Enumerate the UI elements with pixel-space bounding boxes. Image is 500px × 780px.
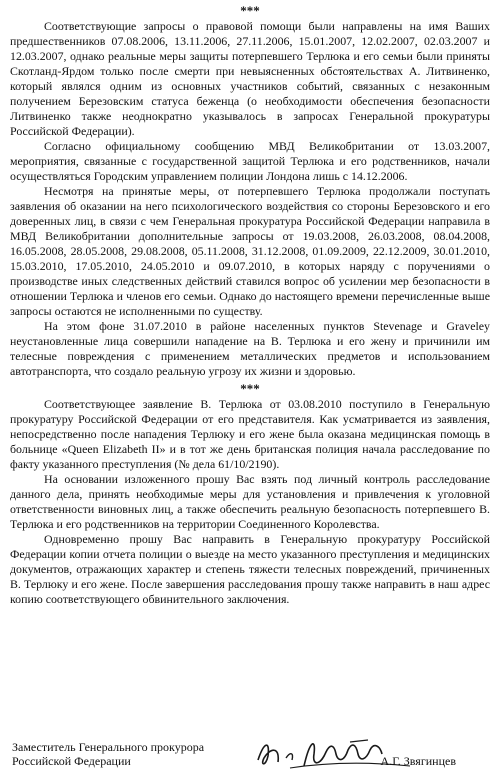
paragraph-legal-requests: Соответствующие запросы о правовой помощи были направлены на имя Ваших предшественников 07.08.2006, 13.11.2006, 27.11.2006, 15.01.2007, 12.02.2007, 02.03.2007 и 12.03.2007, однако реальные меры защиты потерпевшего Терлюка и его семьи были приняты Скотланд-Ярдом только после смерти при невыясненных обстоятельствах А. Литвиненко, который являлся одним из основных участников событий, связанных с незаконным получением Березовским статуса беженца (о необходимости обеспечения безопасности Литвиненко также неоднократно указывалось в запросах Генеральной прокуратуры Российской Федерации). xyxy=(10,19,490,138)
section-separator: *** xyxy=(240,381,260,396)
paragraph-mvd-message: Согласно официальному сообщению МВД Великобритании от 13.03.2007, мероприятия, связанные с государственной защитой Терлюка и его родственников, начали осуществляться Городским управлением полиции Лондона лишь с 14.12.2006. xyxy=(10,139,490,183)
paragraph-attack: На этом фоне 31.07.2010 в районе населенных пунктов Stevenage и Graveley неустановленные лица совершили нападение на В. Терлюка и его жену и причинили им телесные повреждения с применением металлических предметов и использованием автотранспорта, что создало реальную угрозу их жизни и здоровью. xyxy=(10,319,490,378)
paragraph-additional-requests: Несмотря на принятые меры, от потерпевшего Терлюка продолжали поступать заявления об оказании на него психологического воздействия со стороны Березовского и его доверенных лиц, в связи с чем Генеральная прокуратура Российской Федерации направила в МВД Великобритании дополнительные запросы от 19.03.2008, 26.03.2008, 08.04.2008, 16.05.2008, 28.05.2008, 29.08.2008, 05.11.2008, 31.12.2008, 01.09.2009, 22.12.2009, 30.01.2010, 15.03.2010, 17.05.2010, 24.05.2010 и 09.07.2010, в которых наряду с поручениями о производстве иных следственных действий ставился вопрос об усилении мер безопасности в отношении Терлюка и членов его семьи. Однако до настоящего времени перечисленные выше запросы остаются не исполненными по существу. xyxy=(10,184,490,318)
paragraph-request-control: На основании изложенного прошу Вас взять под личный контроль расследование данного дела, принять необходимые меры для установления и привлечения к уголовной ответственности виновных лиц, а также обеспечить реальную безопасность потерпевшего В. Терлюка и его родственников на территории Соединенного Королевства. xyxy=(10,472,490,531)
signatory-position xyxy=(12,740,204,768)
paragraph-request-documents: Одновременно прошу Вас направить в Генеральную прокуратуру Российской Федерации копии отчета полиции о выезде на место указанного преступления и медицинских документов, отражающих характер и степень тяжести телесных повреждений, причиненных В. Терлюку и его жене. После завершения расследования прошу также направить в наш адрес копию соответствующего обвинительного заключения. xyxy=(10,532,490,606)
section-separator: *** xyxy=(240,3,260,18)
paragraph-statement: Соответствующее заявление В. Терлюка от 03.08.2010 поступило в Генеральную прокуратуру Российской Федерации от его представителя. Как усматривается из заявления, непосредственно после нападения Терлюку и его жене была оказана медицинская помощь в больнице «Queen Elizabeth II» и в тот же день британская полиция начала расследование по факту указанного преступления (№ дела 61/10/2190). xyxy=(10,397,490,471)
signatory-name: А.Г. Звягинцев xyxy=(380,754,456,768)
signature-block xyxy=(10,740,490,778)
signatory-position-line1: Заместитель Генерального прокурора xyxy=(12,740,205,754)
signatory-position-line2: Российской Федерации xyxy=(12,754,131,768)
